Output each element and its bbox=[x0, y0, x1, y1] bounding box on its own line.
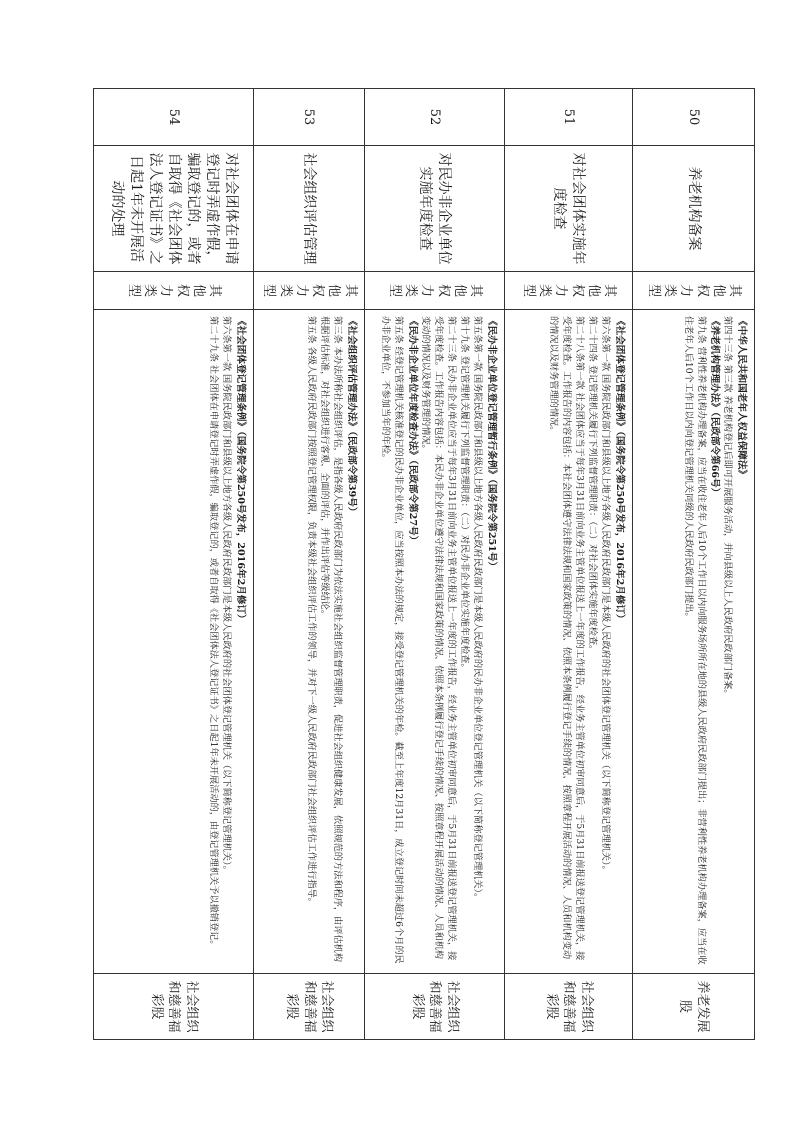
responsible-department: 社会组织和慈善福彩股 bbox=[94, 974, 254, 1040]
table-row bbox=[94, 89, 254, 1040]
table-row bbox=[633, 89, 755, 1040]
power-item-name: 对社会团体实施年度检查 bbox=[505, 146, 633, 272]
legal-basis bbox=[254, 310, 365, 974]
power-item-name: 对民办非企业单位实施年度检查 bbox=[365, 146, 505, 272]
legal-basis bbox=[633, 310, 755, 974]
law-clause: 第九条 营利性养老机构办理备案，应当在收住老年人后10个工作日以内向服务场所所在地的县级人民政府民政部门提出；非营利性养老机构办理备案，应当在收住老年人后10个工作日以内向登记管理机关同级的人民政府民政部门提出。 bbox=[682, 316, 707, 965]
table-row bbox=[365, 89, 505, 1040]
power-type: 其他权力类型 bbox=[505, 272, 633, 310]
power-type: 其他权力类型 bbox=[94, 272, 254, 310]
table-row bbox=[505, 89, 633, 1040]
law-title: 《民办非企业单位年度检查办法》（民政部令第27号） bbox=[407, 316, 419, 546]
legal-basis bbox=[365, 310, 505, 974]
responsible-department: 社会组织和慈善福彩股 bbox=[505, 974, 633, 1040]
law-clause: 第六条第一款 国务院民政部门和县级以上地方各级人民政府民政部门是本级人民政府的社会团体登记管理机关（以下简称登记管理机关）。 bbox=[600, 316, 612, 875]
law-clause: 第三条 本办法所称社会组织评估，是指各级人民政府民政部门为依法实施社会组织监督管理职责，促进社会组织健康发展，依照规范的方法和程序，由评估机构根据评估标准，对社会组织进行客观、全面的评估，并作出评估等级结论。 bbox=[319, 316, 344, 963]
law-title: 《民办非企业单位登记管理暂行条例》（国务院令第251号） bbox=[486, 316, 497, 572]
law-clause: 第四十三条 第三款 养老机构登记后即可开展服务活动，并向县级以上人民政府民政部门备案。 bbox=[722, 316, 734, 699]
law-clause: 第二十九条 社会团体在申请登记时弄虚作假，骗取登记的，或者自取得《社会团体法人登记证书》之日起1年未开展活动的，由登记管理机关予以撤销登记。 bbox=[208, 316, 220, 950]
law-clause: 第二十八条第一款 社会团体应当于每年3月31日前向业务主管单位报送上一年度的工作报告，经业务主管单位初审同意后，于5月31日前报送登记管理机关，接受年度检查。工作报告的内容包括：本社会团体遵守法律法规和国家政策的情况、依照本条例履行登记手续的情况、按照章程开展活动的情况、人员和机构变动的情况以及财务管理的情况。 bbox=[548, 316, 586, 961]
power-type: 其他权力类型 bbox=[633, 272, 755, 310]
table-row bbox=[254, 89, 365, 1040]
responsible-department: 养老发展股 bbox=[633, 974, 755, 1040]
law-clause: 第六条第一款 国务院民政部门和县级以上地方各级人民政府民政部门是本级人民政府的社会团体登记管理机关（以下简称登记管理机关）。 bbox=[221, 316, 233, 875]
responsible-department: 社会组织和慈善福彩股 bbox=[365, 974, 505, 1040]
law-clause: 第五条 经登记管理机关核准登记的民办非企业单位，应当按照本办法的规定，接受登记管理机关的年检。截至上年度12月31日，成立登记时间未超过6个月的民办非企业单位，不参加当年的年检。 bbox=[380, 316, 405, 964]
row-number: 53 bbox=[254, 89, 365, 146]
law-clause: 第十九条 登记管理机关履行下列监督管理职责：（二）对民办非企业单位实施年度检查。 bbox=[459, 316, 471, 673]
power-list-table bbox=[93, 88, 755, 1040]
law-title: 《社会团体登记管理条例》（国务院令第250号发布，2016年2月修订） bbox=[614, 316, 625, 624]
law-title: 《养老机构管理办法》（民政部令第66号） bbox=[709, 316, 721, 498]
law-clause: 第五条 各级人民政府民政部门按照登记管理权限，负责本级社会组织评估工作的领导，并对下一级人民政府民政部门社会组织评估工作进行指导。 bbox=[306, 316, 318, 907]
power-item-name: 对社会团体在申请登记时弄虚作假，骗取登记的，或者自取得《社会团体法人登记证书》之日起1年未开展活动的处理 bbox=[94, 146, 254, 272]
legal-basis bbox=[505, 310, 633, 974]
row-number: 52 bbox=[365, 89, 505, 146]
law-title: 《社会团体登记管理条例》（国务院令第250号发布，2016年2月修订） bbox=[235, 316, 246, 624]
law-clause: 第五条第一款 国务院民政部门和县级以上地方各级人民政府民政部门是本级人民政府的民办非企业单位登记管理机关（以下简称登记管理机关）。 bbox=[472, 316, 484, 903]
responsible-department: 社会组织和慈善福彩股 bbox=[254, 974, 365, 1040]
law-clause: 第二十四条 登记管理机关履行下列监督管理职责：（二）对社会团体实施年度检查。 bbox=[587, 316, 599, 655]
law-title: 《社会组织评估管理办法》（民政部令第39号） bbox=[346, 316, 357, 517]
law-clause: 第二十三条 民办非企业单位应当于每年3月31日前向业务主管单位报送上一年度的工作报告，经业务主管单位初审同意后，于5月31日前报送登记管理机关，接受年度检查。工作报告内容包括：本民办非企业单位遵守法律法规和国家政策的情况、依照本条例履行登记手续的情况、按照章程开展活动的情况、人员和机构变动的情况以及财务管理的情况。 bbox=[420, 316, 458, 961]
power-type: 其他权力类型 bbox=[254, 272, 365, 310]
law-title: 《中华人民共和国老年人权益保障法》 bbox=[736, 316, 747, 480]
power-type: 其他权力类型 bbox=[365, 272, 505, 310]
row-number: 51 bbox=[505, 89, 633, 146]
row-number: 54 bbox=[94, 89, 254, 146]
row-number: 50 bbox=[633, 89, 755, 146]
power-item-name: 社会组织评估管理 bbox=[254, 146, 365, 272]
legal-basis bbox=[94, 310, 254, 974]
power-item-name: 养老机构备案 bbox=[633, 146, 755, 272]
